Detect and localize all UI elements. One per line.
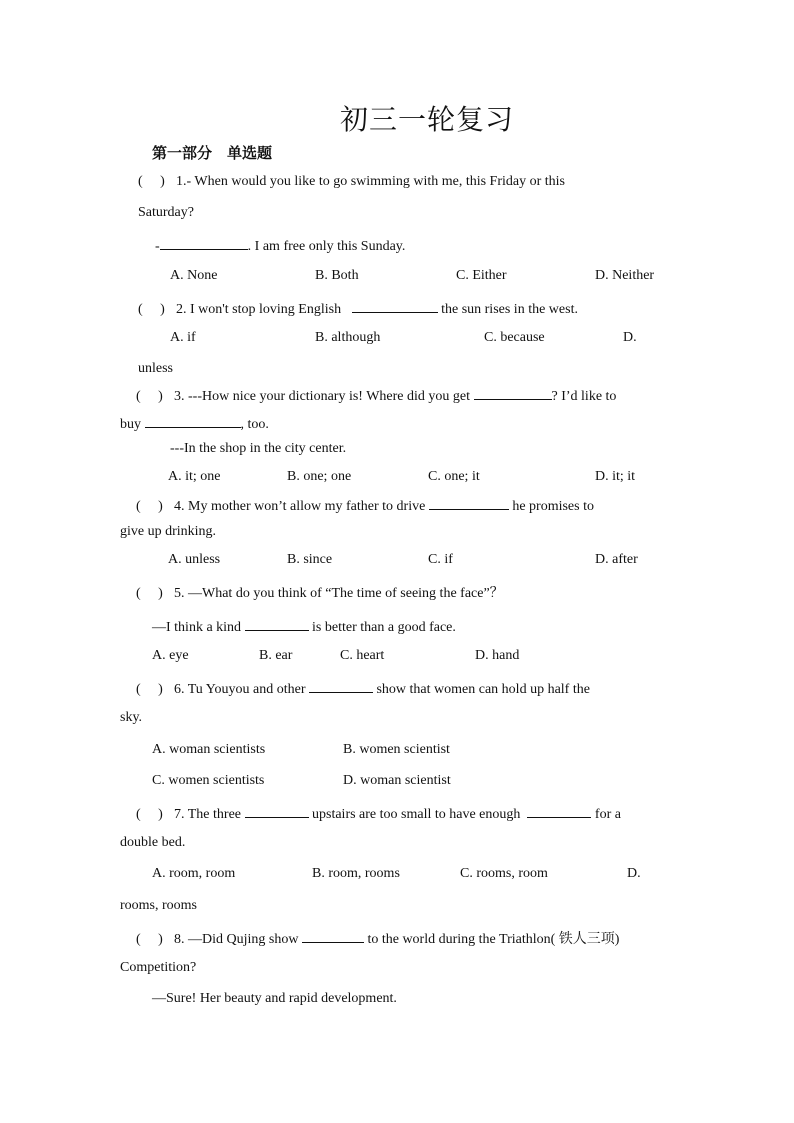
question-2-stem: [138, 298, 578, 319]
question-4-stem-cont: give up drinking.: [120, 524, 217, 539]
question-4-option-b[interactable]: B. since: [287, 552, 333, 567]
question-7-text-end: for a: [594, 807, 621, 822]
question-7-option-d-wrap[interactable]: rooms, rooms: [120, 898, 197, 913]
question-3-line2: buy: [120, 417, 141, 432]
question-5-text: 5. —What do you think of “The time of seeing the face”？: [174, 586, 504, 601]
question-8-text: 8. —Did Qujing show: [174, 932, 299, 947]
question-2-option-d[interactable]: D.: [623, 330, 637, 345]
fill-blank[interactable]: [309, 678, 373, 693]
question-6-option-d[interactable]: D. woman scientist: [343, 773, 451, 788]
question-3-stem-cont: [120, 413, 269, 434]
question-5-stem: [136, 585, 504, 603]
question-6-text-end: show that women can hold up half the: [376, 682, 590, 697]
question-2-option-c[interactable]: C. because: [484, 330, 545, 345]
question-2-text: 2. I won't stop loving English: [176, 302, 342, 317]
question-7-option-a[interactable]: A. room, room: [152, 866, 236, 881]
answer-paren[interactable]: ( ): [136, 586, 163, 601]
fill-blank[interactable]: [145, 413, 241, 428]
question-7-stem: [136, 803, 621, 824]
question-7-option-d[interactable]: D.: [627, 866, 641, 881]
question-3-reply: ---In the shop in the city center.: [170, 441, 347, 456]
question-1-option-c[interactable]: C. Either: [456, 268, 507, 283]
question-1-text: 1.- When would you like to go swimming with me, this Friday or this: [176, 174, 565, 189]
answer-paren[interactable]: ( ): [138, 174, 165, 189]
question-8-reply: —Sure! Her beauty and rapid development.: [152, 991, 397, 1006]
reply-text-end: is better than a good face.: [312, 620, 456, 635]
question-4-option-c[interactable]: C. if: [428, 552, 453, 567]
question-6-text: 6. Tu Youyou and other: [174, 682, 306, 697]
answer-paren[interactable]: ( ): [136, 932, 163, 947]
question-6-option-c[interactable]: C. women scientists: [152, 773, 265, 788]
question-1-stem: [138, 173, 565, 191]
question-6-option-a[interactable]: A. woman scientists: [152, 742, 266, 757]
question-7-option-c[interactable]: C. rooms, room: [460, 866, 548, 881]
question-3-option-a[interactable]: A. it; one: [168, 469, 221, 484]
reply-text: —I think a kind: [152, 620, 242, 635]
question-4-option-a[interactable]: A. unless: [168, 552, 221, 567]
question-3-option-b[interactable]: B. one; one: [287, 469, 352, 484]
answer-paren[interactable]: ( ): [138, 302, 165, 317]
question-4-text: 4. My mother won’t allow my father to drive: [174, 499, 426, 514]
answer-paren[interactable]: ( ): [136, 389, 163, 404]
question-6-stem-cont: sky.: [120, 710, 143, 725]
question-3-text-end: ? I’d like to: [551, 389, 617, 404]
question-4-option-d[interactable]: D. after: [595, 552, 638, 567]
question-1-stem-cont: Saturday?: [138, 205, 194, 220]
question-3-option-c[interactable]: C. one; it: [428, 469, 480, 484]
fill-blank[interactable]: [302, 928, 364, 943]
fill-blank[interactable]: [245, 803, 309, 818]
question-7-text: 7. The three: [174, 807, 241, 822]
question-8-text-end: to the world during the Triathlon( 铁人三项): [367, 932, 620, 947]
question-5-option-b[interactable]: B. ear: [259, 648, 293, 663]
question-8-stem: [136, 928, 619, 949]
reply-text: . I am free only this Sunday.: [247, 239, 406, 254]
question-7-option-b[interactable]: B. room, rooms: [312, 866, 400, 881]
question-6-stem: [136, 678, 590, 699]
question-1-reply: [155, 235, 405, 256]
question-5-reply: [152, 616, 456, 637]
question-7-text-mid: upstairs are too small to have enough: [312, 807, 521, 822]
fill-blank[interactable]: [160, 235, 248, 250]
fill-blank[interactable]: [245, 616, 309, 631]
question-3-stem: [136, 385, 616, 406]
question-3-option-d[interactable]: D. it; it: [595, 469, 636, 484]
question-6-option-b[interactable]: B. women scientist: [343, 742, 450, 757]
question-2-text-end: the sun rises in the west.: [441, 302, 578, 317]
question-4-stem: [136, 495, 594, 516]
question-7-stem-cont: double bed.: [120, 835, 186, 850]
fill-blank[interactable]: [429, 495, 509, 510]
fill-blank[interactable]: [352, 298, 438, 313]
question-3-line2-end: , too.: [240, 417, 269, 432]
question-5-option-d[interactable]: D. hand: [475, 648, 520, 663]
answer-paren[interactable]: ( ): [136, 682, 163, 697]
question-2-option-b[interactable]: B. although: [315, 330, 381, 345]
answer-paren[interactable]: ( ): [136, 807, 163, 822]
page-title: 初三一轮复习: [339, 103, 514, 136]
question-5-option-a[interactable]: A. eye: [152, 648, 189, 663]
fill-blank[interactable]: [474, 385, 552, 400]
question-1-option-d[interactable]: D. Neither: [595, 268, 655, 283]
question-2-option-d-wrap[interactable]: unless: [138, 361, 173, 376]
fill-blank[interactable]: [527, 803, 591, 818]
answer-paren[interactable]: ( ): [136, 499, 163, 514]
question-1-option-b[interactable]: B. Both: [315, 268, 359, 283]
reply-prefix: -: [155, 239, 160, 254]
question-1-option-a[interactable]: A. None: [170, 268, 218, 283]
question-2-option-a[interactable]: A. if: [170, 330, 196, 345]
question-5-option-c[interactable]: C. heart: [340, 648, 385, 663]
question-8-stem-cont: Competition?: [120, 960, 197, 975]
section-heading: 第一部分 单选题: [152, 144, 273, 162]
question-4-text-end: he promises to: [512, 499, 594, 514]
question-3-text: 3. ---How nice your dictionary is! Where did you get: [174, 389, 470, 404]
